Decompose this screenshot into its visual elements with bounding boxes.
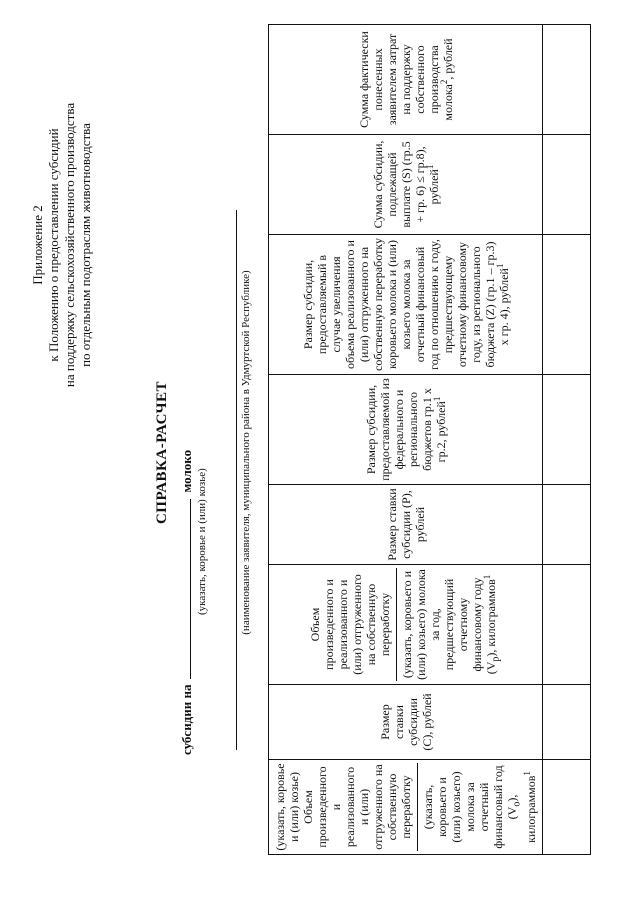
col8-footnote: 2 <box>438 79 449 85</box>
column-header-payable-sum-s <box>269 135 543 235</box>
cell-payable-sum-s[interactable] <box>543 135 591 235</box>
column-header-rate-p <box>269 485 543 565</box>
col2-text: Размер ставки субсидии (С), рублей <box>377 693 434 751</box>
milk-kind-blank[interactable] <box>178 499 191 679</box>
col8-tail: , рублей <box>440 38 455 80</box>
col1-hint <box>417 763 538 851</box>
col4-text: Размер ставки субсидии (Р), рублей <box>384 488 427 561</box>
cell-actual-costs[interactable] <box>543 25 591 135</box>
cell-subsidy-increase-z[interactable] <box>543 235 591 375</box>
column-header-rate-c <box>269 685 543 760</box>
col1-hint-text: (указать, коровьего и (или) козьего) молока за отчетный финансовый год (V <box>421 765 519 849</box>
col7-footnote: 1 <box>424 164 435 170</box>
applicant-name-blank[interactable] <box>236 210 237 750</box>
column-header-volume-reporting-year <box>269 760 543 855</box>
appendix-header <box>30 25 94 465</box>
calculation-table <box>268 24 591 855</box>
appendix-line-1: Приложение 2 <box>30 205 45 285</box>
col1-sub: o <box>511 801 523 807</box>
subsidy-suffix: молоко <box>179 449 194 493</box>
col1-text: (указать, коровье и (или) козье) Объем произведенного и реализованного и (или) отгруженного на собственную переработку <box>273 763 413 851</box>
col3-hint <box>396 568 503 681</box>
cell-subsidy-federal-regional[interactable] <box>543 375 591 485</box>
cell-rate-c[interactable] <box>543 685 591 760</box>
col3-sub: p <box>490 656 502 662</box>
document-title: СПРАВКА-РАСЧЕТ <box>154 380 170 525</box>
cell-volume-previous-year[interactable] <box>543 565 591 685</box>
col5-text: Размер субсидии, предоставляемой из федерального и регионального бюджетов гр.1 х гр.2, рублей <box>363 378 448 481</box>
col3-text: Объем произведенного и реализованного и (или) отгруженного на собственную переработку <box>308 574 392 675</box>
col1-tail: ), килограммов <box>505 775 539 843</box>
col3-hint-text: (указать, коровьего и (или) козьего) молока за год, предшествующий отчетному финансовому году (V <box>400 569 498 680</box>
col6-text: Размер субсидии, предоставляемый в случае увеличения объема реализованного и (или) отгруженного на собственную переработку коровьего молока и (или) козьего молока за отчетный финансовый год по отношению к году, предшествующему отчетному финансовому году, из регионального бюджета (Z) (гр.1 – гр.3) х гр. 4), рублей <box>300 238 511 371</box>
column-header-volume-previous-year <box>269 565 543 685</box>
col3-footnote: 1 <box>482 574 492 580</box>
col5-footnote: 1 <box>431 396 442 402</box>
applicant-hint: (наименование заявителя, муниципального района в Удмуртской Республике) <box>240 270 252 635</box>
cell-rate-p[interactable] <box>543 485 591 565</box>
column-header-subsidy-increase-z <box>269 235 543 375</box>
subsidy-prefix: субсидии на <box>179 684 194 755</box>
column-header-actual-costs <box>269 25 543 135</box>
col8-text: Сумма фактически понесенных заявителем затрат на поддержку собственного производства молока <box>356 31 455 128</box>
appendix-line-3: на поддержку сельскохозяйственного производства <box>62 102 77 388</box>
table-data-row <box>543 25 591 855</box>
column-header-subsidy-federal-regional <box>269 375 543 485</box>
col7-text: Сумма субсидии, подлежащей выплате (S) (гр.5 + гр. 6) ≤ гр.8), рублей <box>370 140 441 229</box>
col1-footnote: 1 <box>522 771 533 776</box>
col3-tail: ), килограммов <box>484 579 498 657</box>
table-header-row <box>269 25 543 855</box>
cell-volume-reporting-year[interactable] <box>543 760 591 855</box>
milk-kind-hint: (указать, коровье и (или) козье) <box>196 468 208 615</box>
subsidy-line <box>178 450 195 755</box>
col6-footnote: 1 <box>494 263 505 269</box>
appendix-line-2: к Положению о предоставлении субсидий <box>46 128 61 362</box>
appendix-line-4: по отдельным подотраслям животноводства <box>78 123 93 367</box>
